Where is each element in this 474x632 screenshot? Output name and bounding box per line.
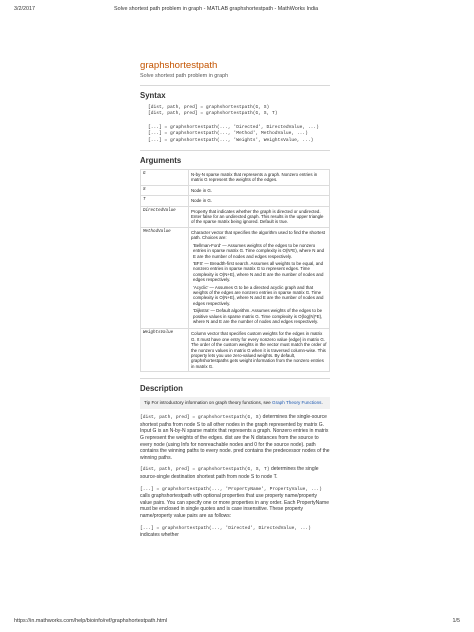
table-row: [141, 227, 330, 329]
table-row: [141, 206, 330, 227]
syntax-line: [...] = graphshortestpath(..., 'Directed', DirectedValue, ...): [148, 124, 319, 130]
arg-description: N-by-N sparse matrix that represents a graph. Nonzero entries in matrix G represent the weights of the edges.: [189, 170, 330, 186]
syntax-line: [dist, path, pred] = graphshortestpath(G, S): [148, 105, 270, 110]
arg-name: DirectedValue: [141, 206, 189, 227]
arg-description: Property that indicates whether the graph is directed or undirected. Enter false for an undirected graph. This results in the upper triangle of the sparse matrix being ignored. Default is true.: [189, 206, 330, 227]
paragraph-text: indicates whether: [140, 532, 179, 539]
graph-theory-link[interactable]: Graph Theory Functions: [272, 400, 322, 406]
method-option: 'Bellman-Ford' — Assumes weights of the edges to be nonzero entries in sparse matrix G. Time complexity is O(N*E), where N and E are the number of nodes and edges respectively.: [193, 242, 325, 259]
print-page-title: Solve shortest path problem in graph - MATLAB graphshortestpath - MathWorks India: [114, 6, 319, 12]
tip-text: Tip For introductory information on graph theory functions, see: [144, 400, 273, 406]
paragraph-text: calls graphshortestpath with optional properties that use property name/property value pairs. You can specify one or more properties in any order. Each PropertyName must be enclosed in single quotes and is case insensitive. These property name/property value pairs are as follows:: [140, 493, 329, 519]
table-row: [141, 170, 330, 186]
print-header: [14, 6, 460, 14]
code-inline: [...] = graphshortestpath(..., 'PropertyName', PropertyValue, ...): [140, 486, 322, 492]
description-paragraph: [140, 486, 330, 520]
description-body: [140, 414, 330, 539]
arg-description: Column vector that specifies custom weights for the edges in matrix G. It must have one entry for every nonzero value (edge) in matrix G. The order of the custom weights in the vector must match the order of the nonzero values in matrix G when it is traversed column-wise. This property lets you use zero-valued weights. By default, graphshortestpaths gets weight information from the nonzero entries in matrix G.: [189, 329, 330, 372]
syntax-block: [148, 125, 330, 144]
arg-description: Node in G.: [189, 196, 330, 206]
syntax-heading: Syntax: [140, 91, 166, 100]
syntax-line: [...] = graphshortestpath(..., 'Method', MethodValue, ...): [148, 131, 308, 137]
arg-description-cell: [189, 227, 330, 329]
paragraph-text: determines the single-source shortest paths from node S to all other nodes in the graph represented by matrix G. Input G is an N-by-N sparse matrix that represents a graph. Nonzero entries in matrix G represent the weights of the edges. dist are the N distances from the source to every node (using Infs for nonreachable nodes and 0 for the source node). path contains the winning paths to every node. pred contains the predecessor nodes of the winning paths.: [140, 414, 330, 461]
print-footer: [14, 618, 460, 626]
method-option: 'Acyclic' — Assumes G to be a directed acyclic graph and that weights of the edges are nonzero entries in sparse matrix G. Time complexity is O(N+E), where N and E are the number of nodes and edges respectively.: [193, 284, 324, 306]
method-option: 'BFS' — Breadth-first search. Assumes all weights to be equal, and nonzero entries in sparse matrix G to represent edges. Time complexity is O(N+E), where N and E are the number of nodes and edges respectively.: [193, 260, 324, 283]
syntax-block: [148, 105, 330, 118]
function-title: graphshortestpath: [140, 60, 218, 71]
arg-name: G: [141, 170, 189, 186]
description-paragraph: [140, 414, 330, 461]
doc-page: [140, 46, 330, 620]
method-option: 'Dijkstra' — Default algorithm. Assumes weights of the edges to be positive values in sparse matrix G. Time complexity is O(log(N)*E), where N and E are the number of nodes and edges respectively.: [193, 308, 323, 324]
tip-box: [140, 397, 330, 409]
code-inline: [dist, path, pred] = graphshortestpath(G, S): [140, 415, 262, 421]
tip-suffix: .: [321, 400, 323, 406]
arg-name: MethodValue: [141, 227, 189, 329]
paragraph-text: determines the single source-single destination shortest path from node S to node T.: [140, 466, 319, 480]
arg-name: WeightsValue: [141, 329, 189, 372]
syntax-line: [dist, path, pred] = graphshortestpath(G, S, T): [148, 111, 278, 117]
divider: [140, 378, 330, 379]
arg-name: T: [141, 196, 189, 206]
function-summary: Solve shortest path problem in graph: [140, 73, 229, 79]
arg-name: S: [141, 185, 189, 195]
page-number: 1/5: [452, 618, 460, 624]
arg-description: Character vector that specifies the algorithm used to find the shortest path. Choices are:: [191, 229, 325, 241]
code-inline: [...] = graphshortestpath(..., 'Directed', DirectedValue, ...): [140, 525, 311, 531]
divider: [140, 85, 330, 86]
arguments-heading: Arguments: [140, 156, 182, 166]
arguments-table: [140, 169, 330, 372]
table-row: [141, 329, 330, 372]
description-heading: Description: [140, 384, 183, 394]
table-row: [141, 185, 330, 195]
description-paragraph: [140, 466, 330, 480]
divider: [140, 150, 330, 151]
syntax-line: [...] = graphshortestpath(..., 'Weights', WeightsValue, ...): [148, 137, 314, 143]
table-row: [141, 196, 330, 206]
arg-description: Node in G.: [189, 185, 330, 195]
description-paragraph: [140, 525, 330, 539]
print-url: https://in.mathworks.com/help/bioinfo/ref/graphshortestpath.html: [14, 618, 168, 624]
print-date: 3/2/2017: [14, 6, 35, 12]
code-inline: [dist, path, pred] = graphshortestpath(G, S, T): [140, 467, 270, 473]
